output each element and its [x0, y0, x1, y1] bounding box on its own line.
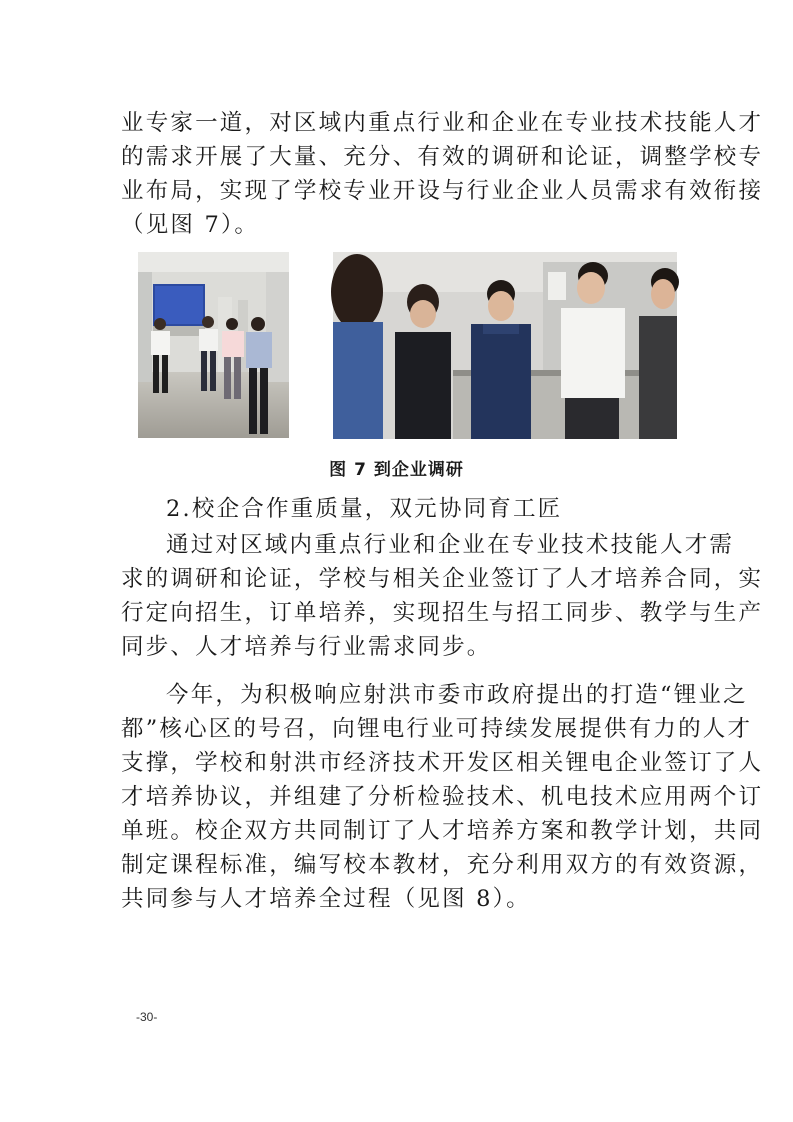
figure-caption: 图 7 到企业调研 — [329, 460, 464, 480]
text-line: 行定向招生，订单培养，实现招生与招工同步、教学与生产 — [121, 600, 764, 626]
text-line: 支撑，学校和射洪市经济技术开发区相关锂电企业签订了人 — [121, 750, 764, 776]
text-line: （见图 7）。 — [121, 212, 260, 238]
page-number: -30- — [136, 1010, 158, 1024]
text-line: 今年，为积极响应射洪市委市政府提出的打造“锂业之 — [166, 682, 748, 708]
text-line: 单班。校企双方共同制订了人才培养方案和教学计划，共同 — [121, 818, 764, 844]
text-line: 制定课程标准，编写校本教材，充分利用双方的有效资源， — [121, 852, 764, 878]
text-line: 业布局，实现了学校专业开设与行业企业人员需求有效衔接 — [121, 178, 764, 204]
text-line: 共同参与人才培养全过程（见图 8）。 — [121, 886, 531, 912]
section-heading — [121, 492, 726, 526]
intro-paragraph — [121, 106, 764, 242]
text-line: 业专家一道，对区域内重点行业和企业在专业技术技能人才 — [121, 110, 764, 136]
section-heading-text: 2.校企合作重质量，双元协同育工匠 — [166, 496, 563, 522]
text-line: 都”核心区的号召，向锂电行业可持续发展提供有力的人才 — [121, 716, 753, 742]
workshop-photo-icon — [333, 252, 677, 439]
corridor-photo-icon — [138, 252, 289, 438]
figure-photo-left — [138, 252, 289, 438]
text-line: 求的调研和论证，学校与相关企业签订了人才培养合同，实 — [121, 566, 764, 592]
text-line: 才培养协议，并组建了分析检验技术、机电技术应用两个订 — [121, 784, 764, 810]
paragraph-3 — [121, 678, 764, 916]
figure-photo-right — [333, 252, 677, 439]
text-line: 的需求开展了大量、充分、有效的调研和论证，调整学校专 — [121, 144, 764, 170]
text-line: 通过对区域内重点行业和企业在专业技术技能人才需 — [166, 532, 735, 558]
paragraph-2 — [121, 528, 764, 664]
text-line: 同步、人才培养与行业需求同步。 — [121, 634, 492, 660]
